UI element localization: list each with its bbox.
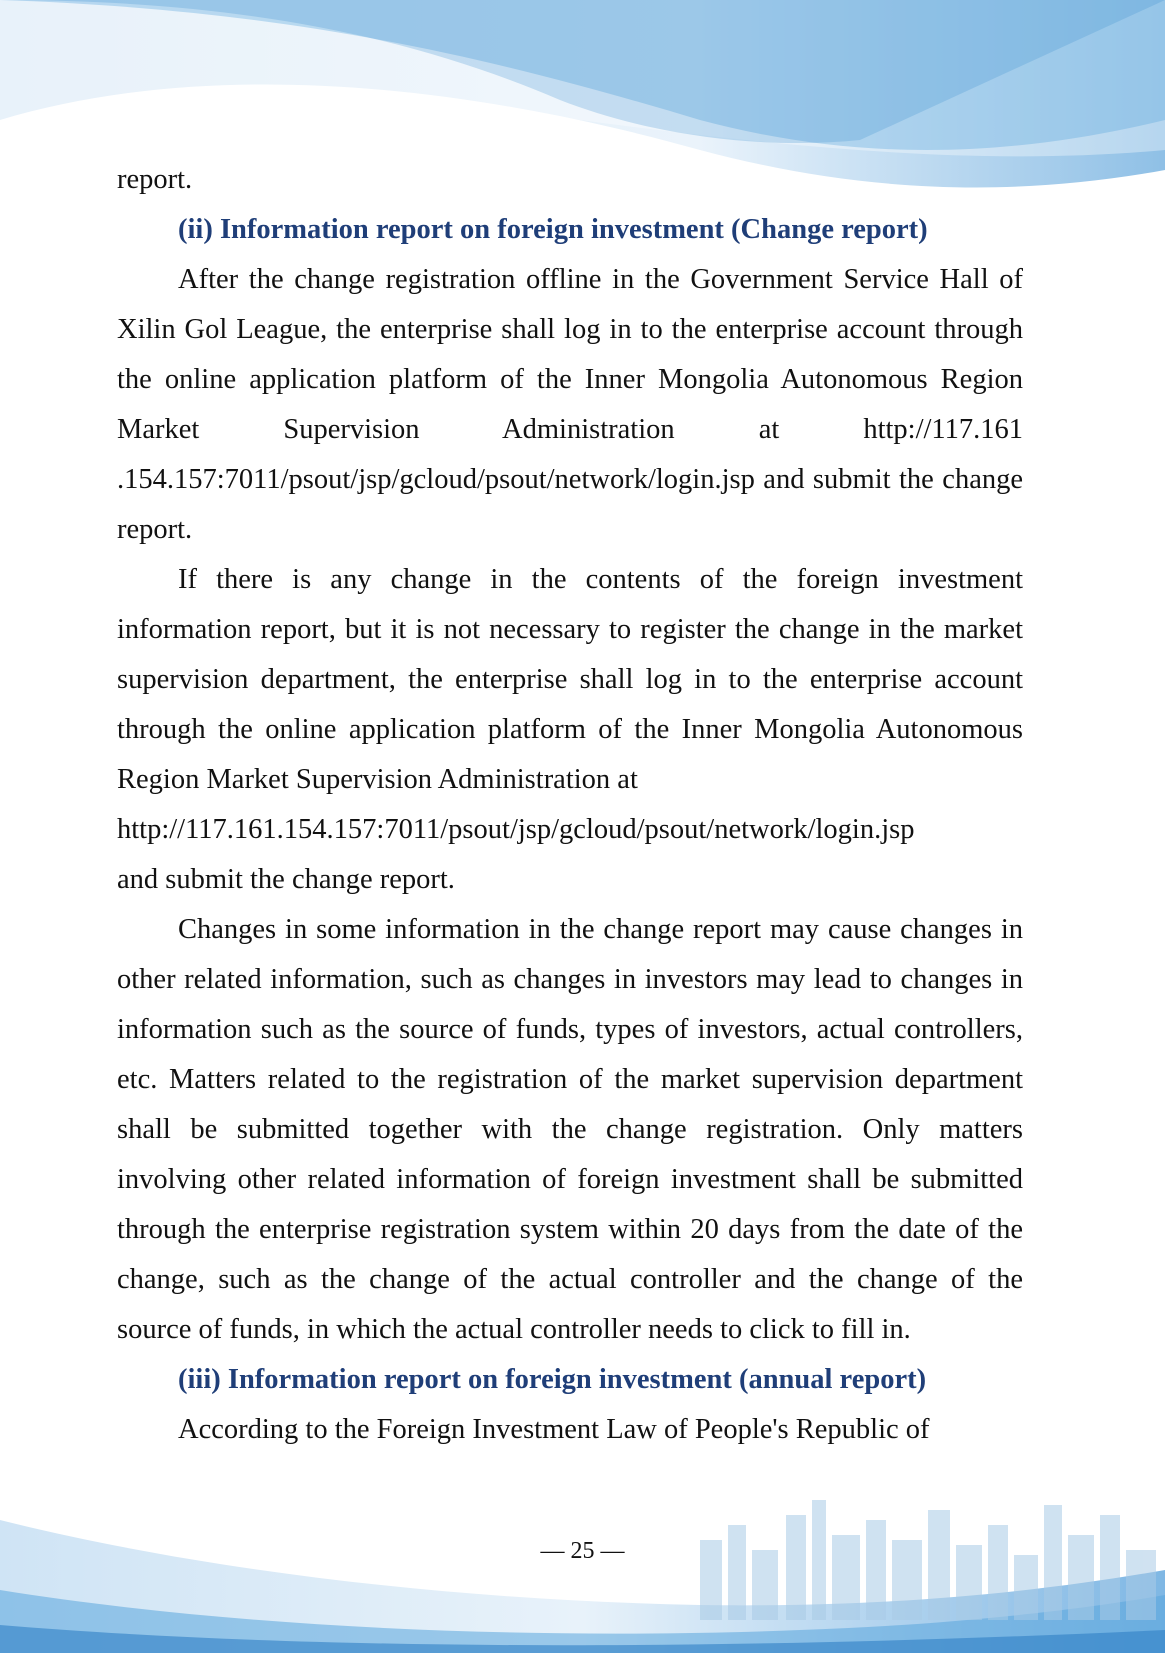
- paragraph-related-information: Changes in some information in the change report may cause changes in other related information, such as changes in investors may lead to changes in information such as the source of funds, types of investors, actual controllers, etc. Matters related to the registration of the market supervision department shall be submitted together with the change registration. Only matters involving other related information of foreign investment shall be submitted through the enterprise registration system within 20 days from the date of the change, such as the change of the actual controller and the change of the source of funds, in which the actual controller needs to click to fill in.: [117, 914, 1023, 1345]
- paragraph-change-registration: After the change registration offline in the Government Service Hall of Xilin Gol League, the enterprise shall log in to the enterprise account through the online application platform of the Inner Mongolia Autonomous Region Market Supervision Administration at http://117.161 .154.157:7011/psout/jsp/gcloud/psout/network/login.jsp and submit the change report.: [117, 264, 1023, 545]
- bottom-banner-decoration: [0, 1480, 1165, 1653]
- section-heading-change-report: (ii) Information report on foreign investment (Change report): [178, 214, 928, 245]
- paragraph-content-change: If there is any change in the contents of the foreign investment information report, but it is not necessary to register the change in the market supervision department, the enterprise shall log in to the enterprise account through the online application platform of the Inner Mongolia Autonomous Region Market Supervision Administration at: [117, 564, 1023, 795]
- paragraph-continuation: report.: [117, 164, 193, 195]
- paragraph-submit-change: and submit the change report.: [117, 864, 455, 895]
- page-number: — 25 —: [540, 1538, 625, 1564]
- paragraph-annual-report: According to the Foreign Investment Law of People's Republic of: [178, 1414, 930, 1445]
- url-link[interactable]: http://117.161.154.157:7011/psout/jsp/gcloud/psout/network/login.jsp: [117, 814, 915, 845]
- section-heading-annual-report: (iii) Information report on foreign investment (annual report): [178, 1364, 927, 1395]
- page-body: [117, 155, 1023, 1455]
